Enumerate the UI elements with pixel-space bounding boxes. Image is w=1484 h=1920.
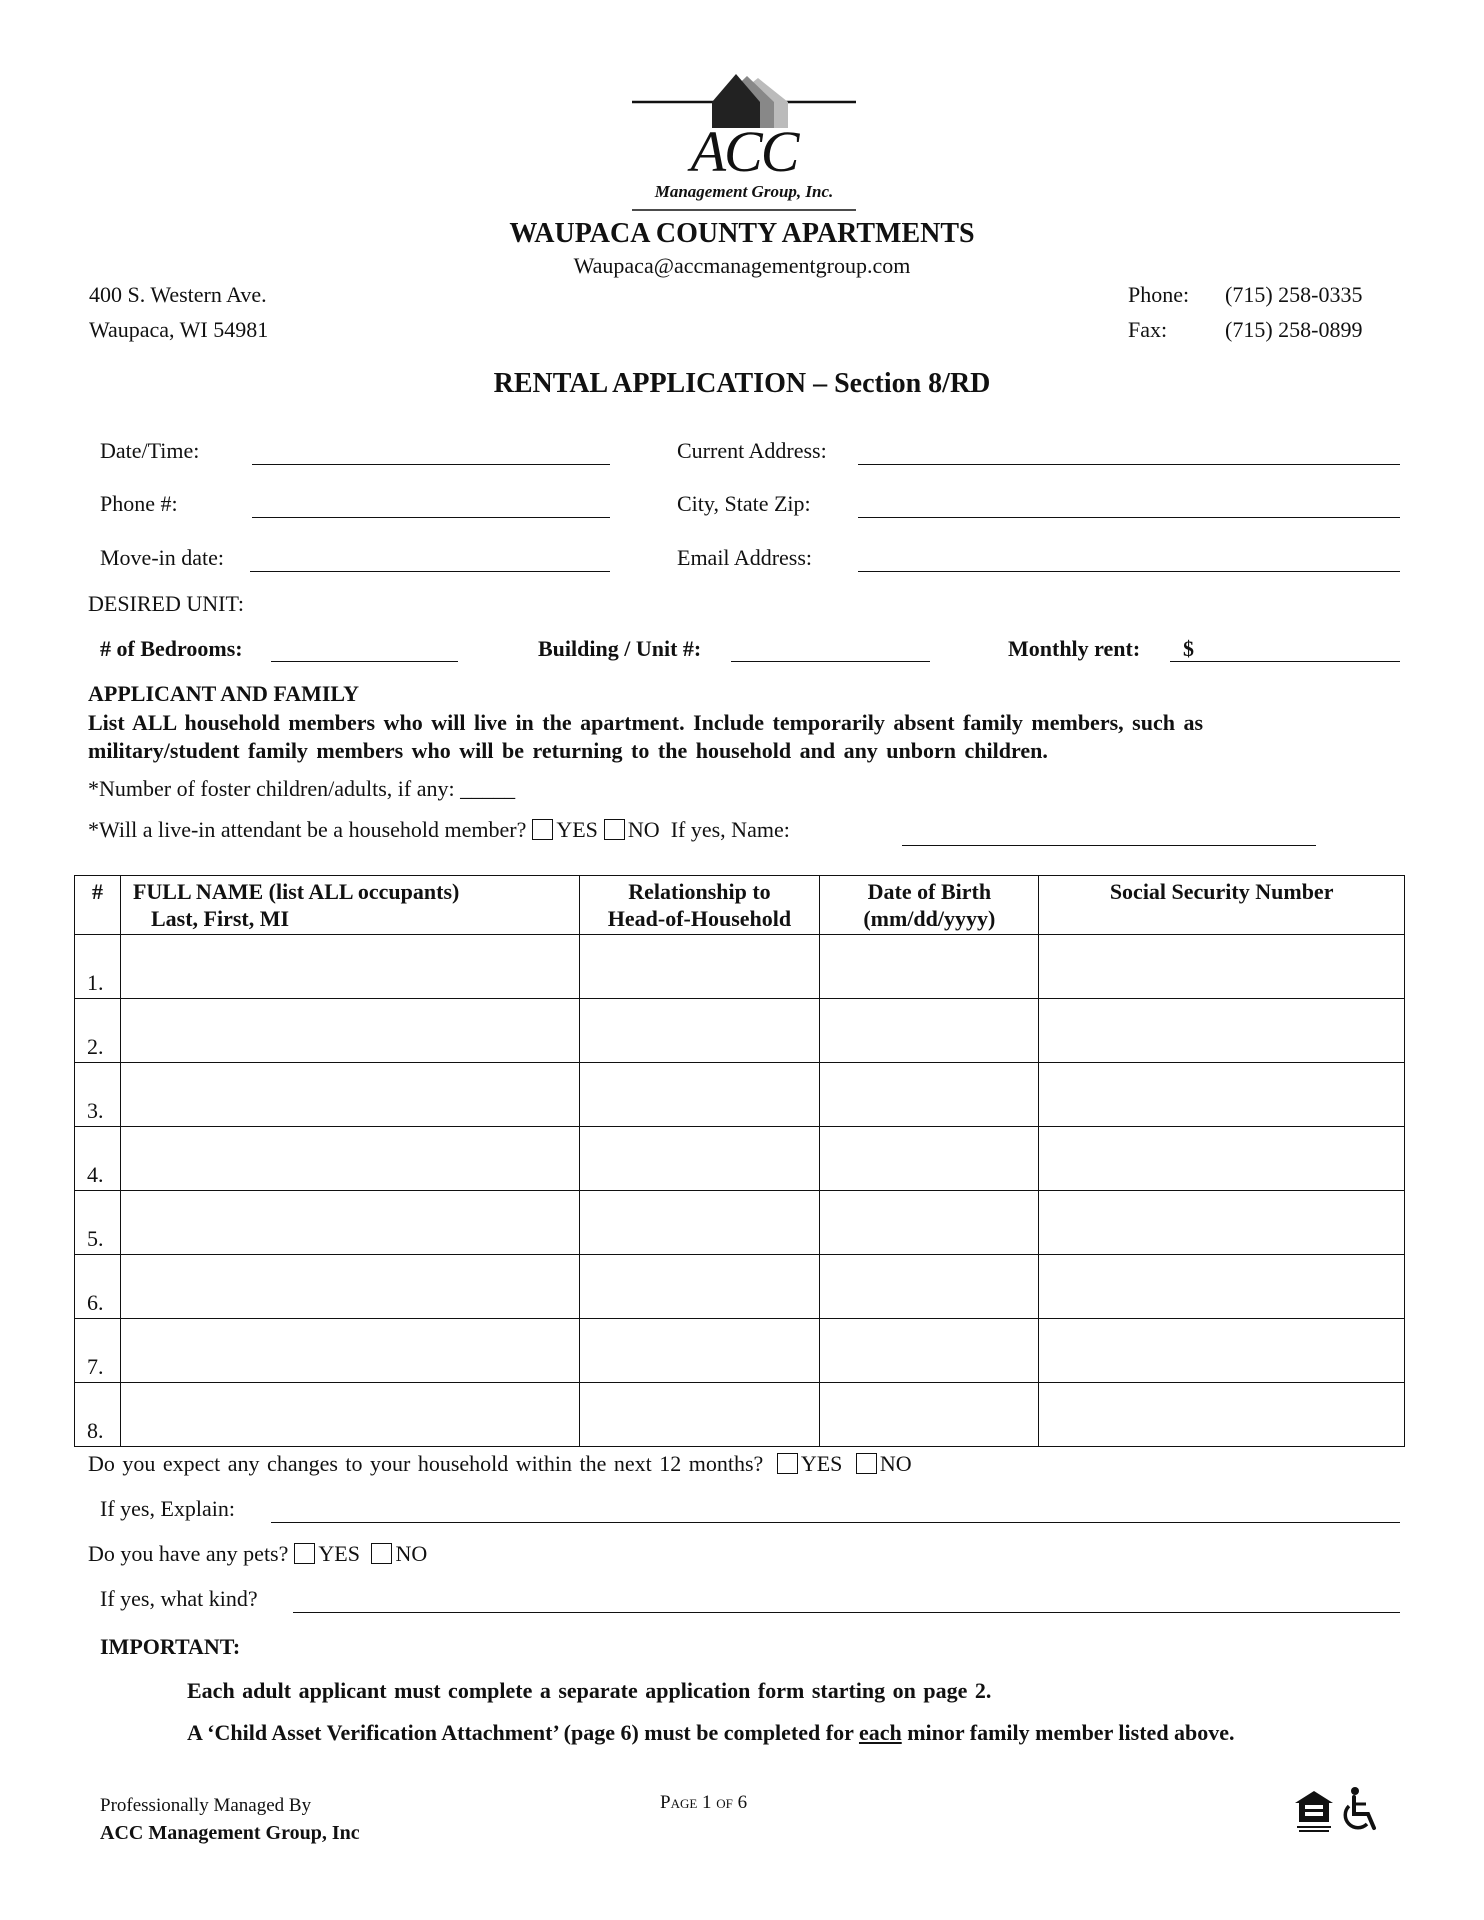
pet-kind-field[interactable] bbox=[293, 1612, 1400, 1613]
ssn-cell[interactable] bbox=[1039, 1383, 1405, 1447]
household-changes-question: Do you expect any changes to your household within the next 12 months? bbox=[88, 1451, 764, 1476]
page-number: Page 1 of 6 bbox=[660, 1792, 748, 1813]
row-number: 7. bbox=[75, 1319, 121, 1383]
building-unit-field[interactable] bbox=[731, 661, 930, 662]
name-cell[interactable] bbox=[120, 935, 579, 999]
header-number: # bbox=[75, 876, 121, 935]
important-line1: Each adult applicant must complete a separate application form starting on page 2. bbox=[187, 1678, 992, 1703]
dob-cell[interactable] bbox=[820, 1063, 1039, 1127]
row-number: 3. bbox=[75, 1063, 121, 1127]
changes-yes-checkbox[interactable] bbox=[777, 1453, 798, 1474]
current-address-field[interactable] bbox=[858, 464, 1400, 465]
table-row bbox=[75, 999, 1405, 1063]
email-field[interactable] bbox=[858, 571, 1400, 572]
phone-label-field: Phone #: bbox=[100, 491, 178, 516]
attendant-no-label: NO bbox=[627, 817, 660, 842]
header-full-name bbox=[120, 876, 579, 935]
logo-subtitle: Management Group, Inc. bbox=[654, 182, 834, 201]
table-row bbox=[75, 1063, 1405, 1127]
attendant-yes-label: YES bbox=[556, 817, 598, 842]
ssn-cell[interactable] bbox=[1039, 1127, 1405, 1191]
managed-by: Professionally Managed By bbox=[100, 1795, 312, 1816]
row-number: 2. bbox=[75, 999, 121, 1063]
form-title: RENTAL APPLICATION – Section 8/RD bbox=[493, 368, 991, 399]
city-state-zip-field[interactable] bbox=[858, 517, 1400, 518]
address-line2: Waupaca, WI 54981 bbox=[89, 317, 269, 342]
bedrooms-label: # of Bedrooms: bbox=[100, 636, 243, 661]
row-number: 8. bbox=[75, 1383, 121, 1447]
relationship-cell[interactable] bbox=[579, 1319, 820, 1383]
fax-number: (715) 258-0899 bbox=[1225, 317, 1363, 342]
header-relationship bbox=[579, 876, 820, 935]
company-title: WAUPACA COUNTY APARTMENTS bbox=[509, 218, 975, 249]
attendant-name-label: If yes, Name: bbox=[670, 817, 790, 842]
dob-cell[interactable] bbox=[820, 935, 1039, 999]
date-time-field[interactable] bbox=[252, 464, 610, 465]
relationship-cell[interactable] bbox=[579, 1127, 820, 1191]
attendant-no-checkbox[interactable] bbox=[604, 819, 625, 840]
important-heading: IMPORTANT: bbox=[100, 1634, 241, 1659]
move-in-label: Move-in date: bbox=[100, 545, 225, 570]
pets-yes-label: YES bbox=[318, 1541, 360, 1566]
table-row bbox=[75, 1127, 1405, 1191]
date-time-label: Date/Time: bbox=[100, 438, 200, 463]
company-logo bbox=[630, 72, 858, 212]
city-state-zip-label: City, State Zip: bbox=[677, 491, 811, 516]
name-cell[interactable] bbox=[120, 1319, 579, 1383]
changes-no-label: NO bbox=[879, 1451, 912, 1476]
bedrooms-field[interactable] bbox=[271, 661, 458, 662]
ssn-cell[interactable] bbox=[1039, 1063, 1405, 1127]
dollar-sign: $ bbox=[1183, 636, 1194, 661]
header-ssn: Social Security Number bbox=[1039, 876, 1405, 935]
desired-unit-heading: DESIRED UNIT: bbox=[88, 591, 244, 616]
header-dob-line2: (mm/dd/yyyy) bbox=[863, 906, 996, 931]
dob-cell[interactable] bbox=[820, 1383, 1039, 1447]
household-changes-row bbox=[88, 1451, 912, 1477]
name-cell[interactable] bbox=[120, 1255, 579, 1319]
changes-yes-label: YES bbox=[800, 1451, 843, 1476]
move-in-field[interactable] bbox=[250, 571, 610, 572]
name-cell[interactable] bbox=[120, 1127, 579, 1191]
header-dob-line1: Date of Birth bbox=[867, 879, 992, 904]
ssn-cell[interactable] bbox=[1039, 935, 1405, 999]
relationship-cell[interactable] bbox=[579, 1191, 820, 1255]
phone-number: (715) 258-0335 bbox=[1225, 282, 1363, 307]
attendant-question-row bbox=[88, 817, 790, 843]
row-number: 5. bbox=[75, 1191, 121, 1255]
building-unit-label: Building / Unit #: bbox=[538, 636, 702, 661]
row-number: 6. bbox=[75, 1255, 121, 1319]
phone-label: Phone: bbox=[1128, 282, 1190, 307]
pets-no-label: NO bbox=[395, 1541, 428, 1566]
attendant-yes-checkbox[interactable] bbox=[532, 819, 553, 840]
relationship-cell[interactable] bbox=[579, 935, 820, 999]
family-instruction: List ALL household members who will live in the apartment. Include temporarily absent family members, such as military/student family members who will be returning to the household and any unborn children. bbox=[88, 710, 1204, 763]
relationship-cell[interactable] bbox=[579, 1063, 820, 1127]
family-heading: APPLICANT AND FAMILY bbox=[88, 681, 359, 706]
pet-kind-label: If yes, what kind? bbox=[100, 1586, 258, 1611]
logo-brand: ACC bbox=[690, 119, 798, 184]
relationship-cell[interactable] bbox=[579, 999, 820, 1063]
current-address-label: Current Address: bbox=[677, 438, 827, 463]
changes-no-checkbox[interactable] bbox=[856, 1453, 877, 1474]
pets-question: Do you have any pets? bbox=[88, 1541, 289, 1566]
pets-no-checkbox[interactable] bbox=[371, 1543, 392, 1564]
dob-cell[interactable] bbox=[820, 999, 1039, 1063]
pets-yes-checkbox[interactable] bbox=[294, 1543, 315, 1564]
important-line2-post: minor family member listed above. bbox=[901, 1720, 1235, 1745]
monthly-rent-field[interactable] bbox=[1170, 661, 1400, 662]
dob-cell[interactable] bbox=[820, 1127, 1039, 1191]
attendant-name-field[interactable] bbox=[902, 845, 1316, 846]
name-cell[interactable] bbox=[120, 1063, 579, 1127]
table-row bbox=[75, 935, 1405, 999]
accessibility-icon bbox=[1340, 1786, 1384, 1834]
foster-question: *Number of foster children/adults, if any: _____ bbox=[88, 776, 516, 801]
name-cell[interactable] bbox=[120, 999, 579, 1063]
ssn-cell[interactable] bbox=[1039, 1255, 1405, 1319]
header-name-line2: Last, First, MI bbox=[150, 906, 290, 931]
company-name-footer: ACC Management Group, Inc bbox=[100, 1822, 360, 1844]
header-dob bbox=[820, 876, 1039, 935]
header-name-line1: FULL NAME (list ALL occupants) bbox=[132, 879, 460, 904]
relationship-cell[interactable] bbox=[579, 1383, 820, 1447]
email-label: Email Address: bbox=[677, 545, 813, 570]
phone-field[interactable] bbox=[252, 517, 610, 518]
dob-cell[interactable] bbox=[820, 1255, 1039, 1319]
header-rel-line2: Head-of-Household bbox=[607, 906, 792, 931]
relationship-cell[interactable] bbox=[579, 1255, 820, 1319]
ssn-cell[interactable] bbox=[1039, 1191, 1405, 1255]
row-number: 1. bbox=[75, 935, 121, 999]
ssn-cell[interactable] bbox=[1039, 1319, 1405, 1383]
household-table bbox=[74, 875, 1405, 1447]
explain-field[interactable] bbox=[271, 1522, 1400, 1523]
dob-cell[interactable] bbox=[820, 1319, 1039, 1383]
attendant-question: *Will a live-in attendant be a household member? bbox=[88, 817, 527, 842]
fax-label: Fax: bbox=[1128, 317, 1168, 342]
header-rel-line1: Relationship to bbox=[628, 879, 771, 904]
ssn-cell[interactable] bbox=[1039, 999, 1405, 1063]
dob-cell[interactable] bbox=[820, 1191, 1039, 1255]
table-header-row bbox=[75, 876, 1405, 935]
row-number: 4. bbox=[75, 1127, 121, 1191]
table-row bbox=[75, 1191, 1405, 1255]
table-row bbox=[75, 1319, 1405, 1383]
important-line2-pre: A ‘Child Asset Verification Attachment’ (page 6) must be completed for bbox=[187, 1720, 859, 1745]
table-row bbox=[75, 1255, 1405, 1319]
table-row bbox=[75, 1383, 1405, 1447]
important-line2 bbox=[187, 1720, 1235, 1746]
name-cell[interactable] bbox=[120, 1191, 579, 1255]
important-line2-emphasis: each bbox=[858, 1720, 902, 1745]
name-cell[interactable] bbox=[120, 1383, 579, 1447]
address-line1: 400 S. Western Ave. bbox=[89, 282, 267, 307]
pets-row bbox=[88, 1541, 427, 1567]
equal-housing-icon bbox=[1293, 1788, 1335, 1834]
monthly-rent-label: Monthly rent: bbox=[1008, 636, 1141, 661]
explain-label: If yes, Explain: bbox=[100, 1496, 236, 1521]
company-email: Waupaca@accmanagementgroup.com bbox=[573, 253, 911, 278]
